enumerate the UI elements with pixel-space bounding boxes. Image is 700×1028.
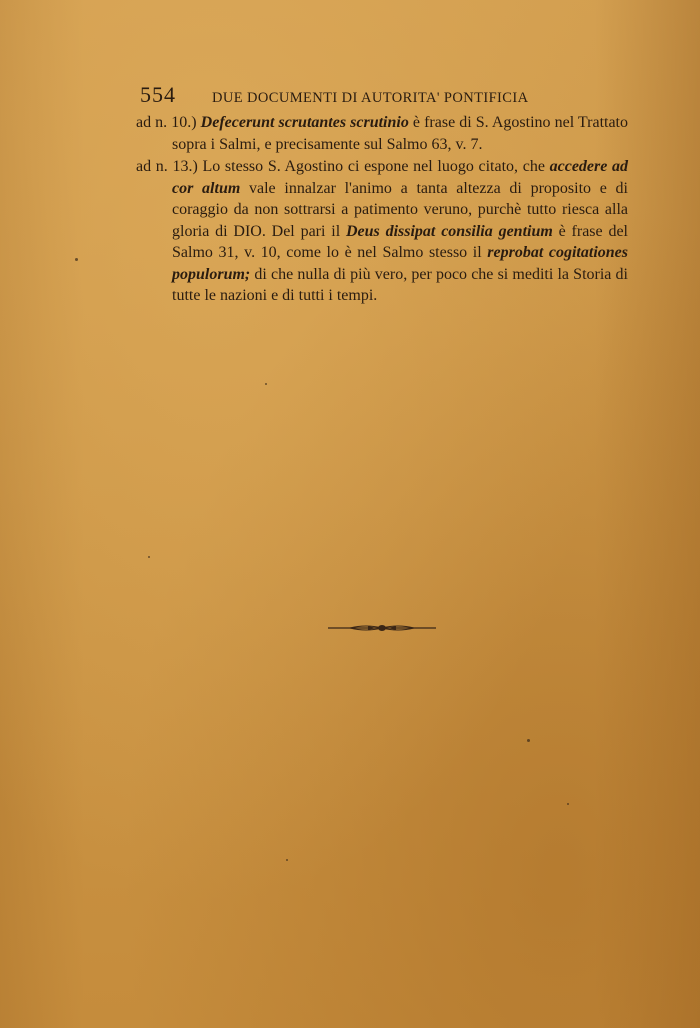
note-text: vale innalzar l'animo a tanta altezza di proposito e di coraggio da non sottrarsi a patimento veruno, purchè tutto riesca alla gloria di DIO. Del pari il [172,179,628,240]
note-text: è frase del Salmo 31, v. 10, come lo è nel Salmo stesso il [172,222,629,261]
tailpiece-ornament-icon [328,621,436,635]
page-number: 554 [140,82,176,107]
note-text-latin: Deus dissipat consilia gentium [345,222,553,240]
note-text: di che nulla di più vero, per poco che si mediti la Storia di tutte le nazioni e di tutti i tempi. [172,265,628,304]
page-header [140,82,640,108]
note-text: Lo stesso S. Agostino ci espone nel luogo citato, che [202,158,550,175]
note-text-latin: accedere ad cor altum [172,158,629,197]
note-reference: ad n. 10.) [136,114,197,131]
note-text-latin: Defecerunt scrutantes scrutinio [200,114,409,131]
note-reference: ad n. 13.) [136,158,198,175]
running-head: DUE DOCUMENTI DI AUTORITA' PONTIFICIA [212,90,529,106]
notes-section [136,112,628,308]
note-entry [136,112,628,155]
note-entry [136,156,628,307]
note-text-latin: reprobat cogitationes populorum; [172,244,628,283]
note-text: è frase di S. Agostino nel Trattato sopra i Salmi, e precisamente sul Salmo 63, v. 7. [172,114,629,153]
